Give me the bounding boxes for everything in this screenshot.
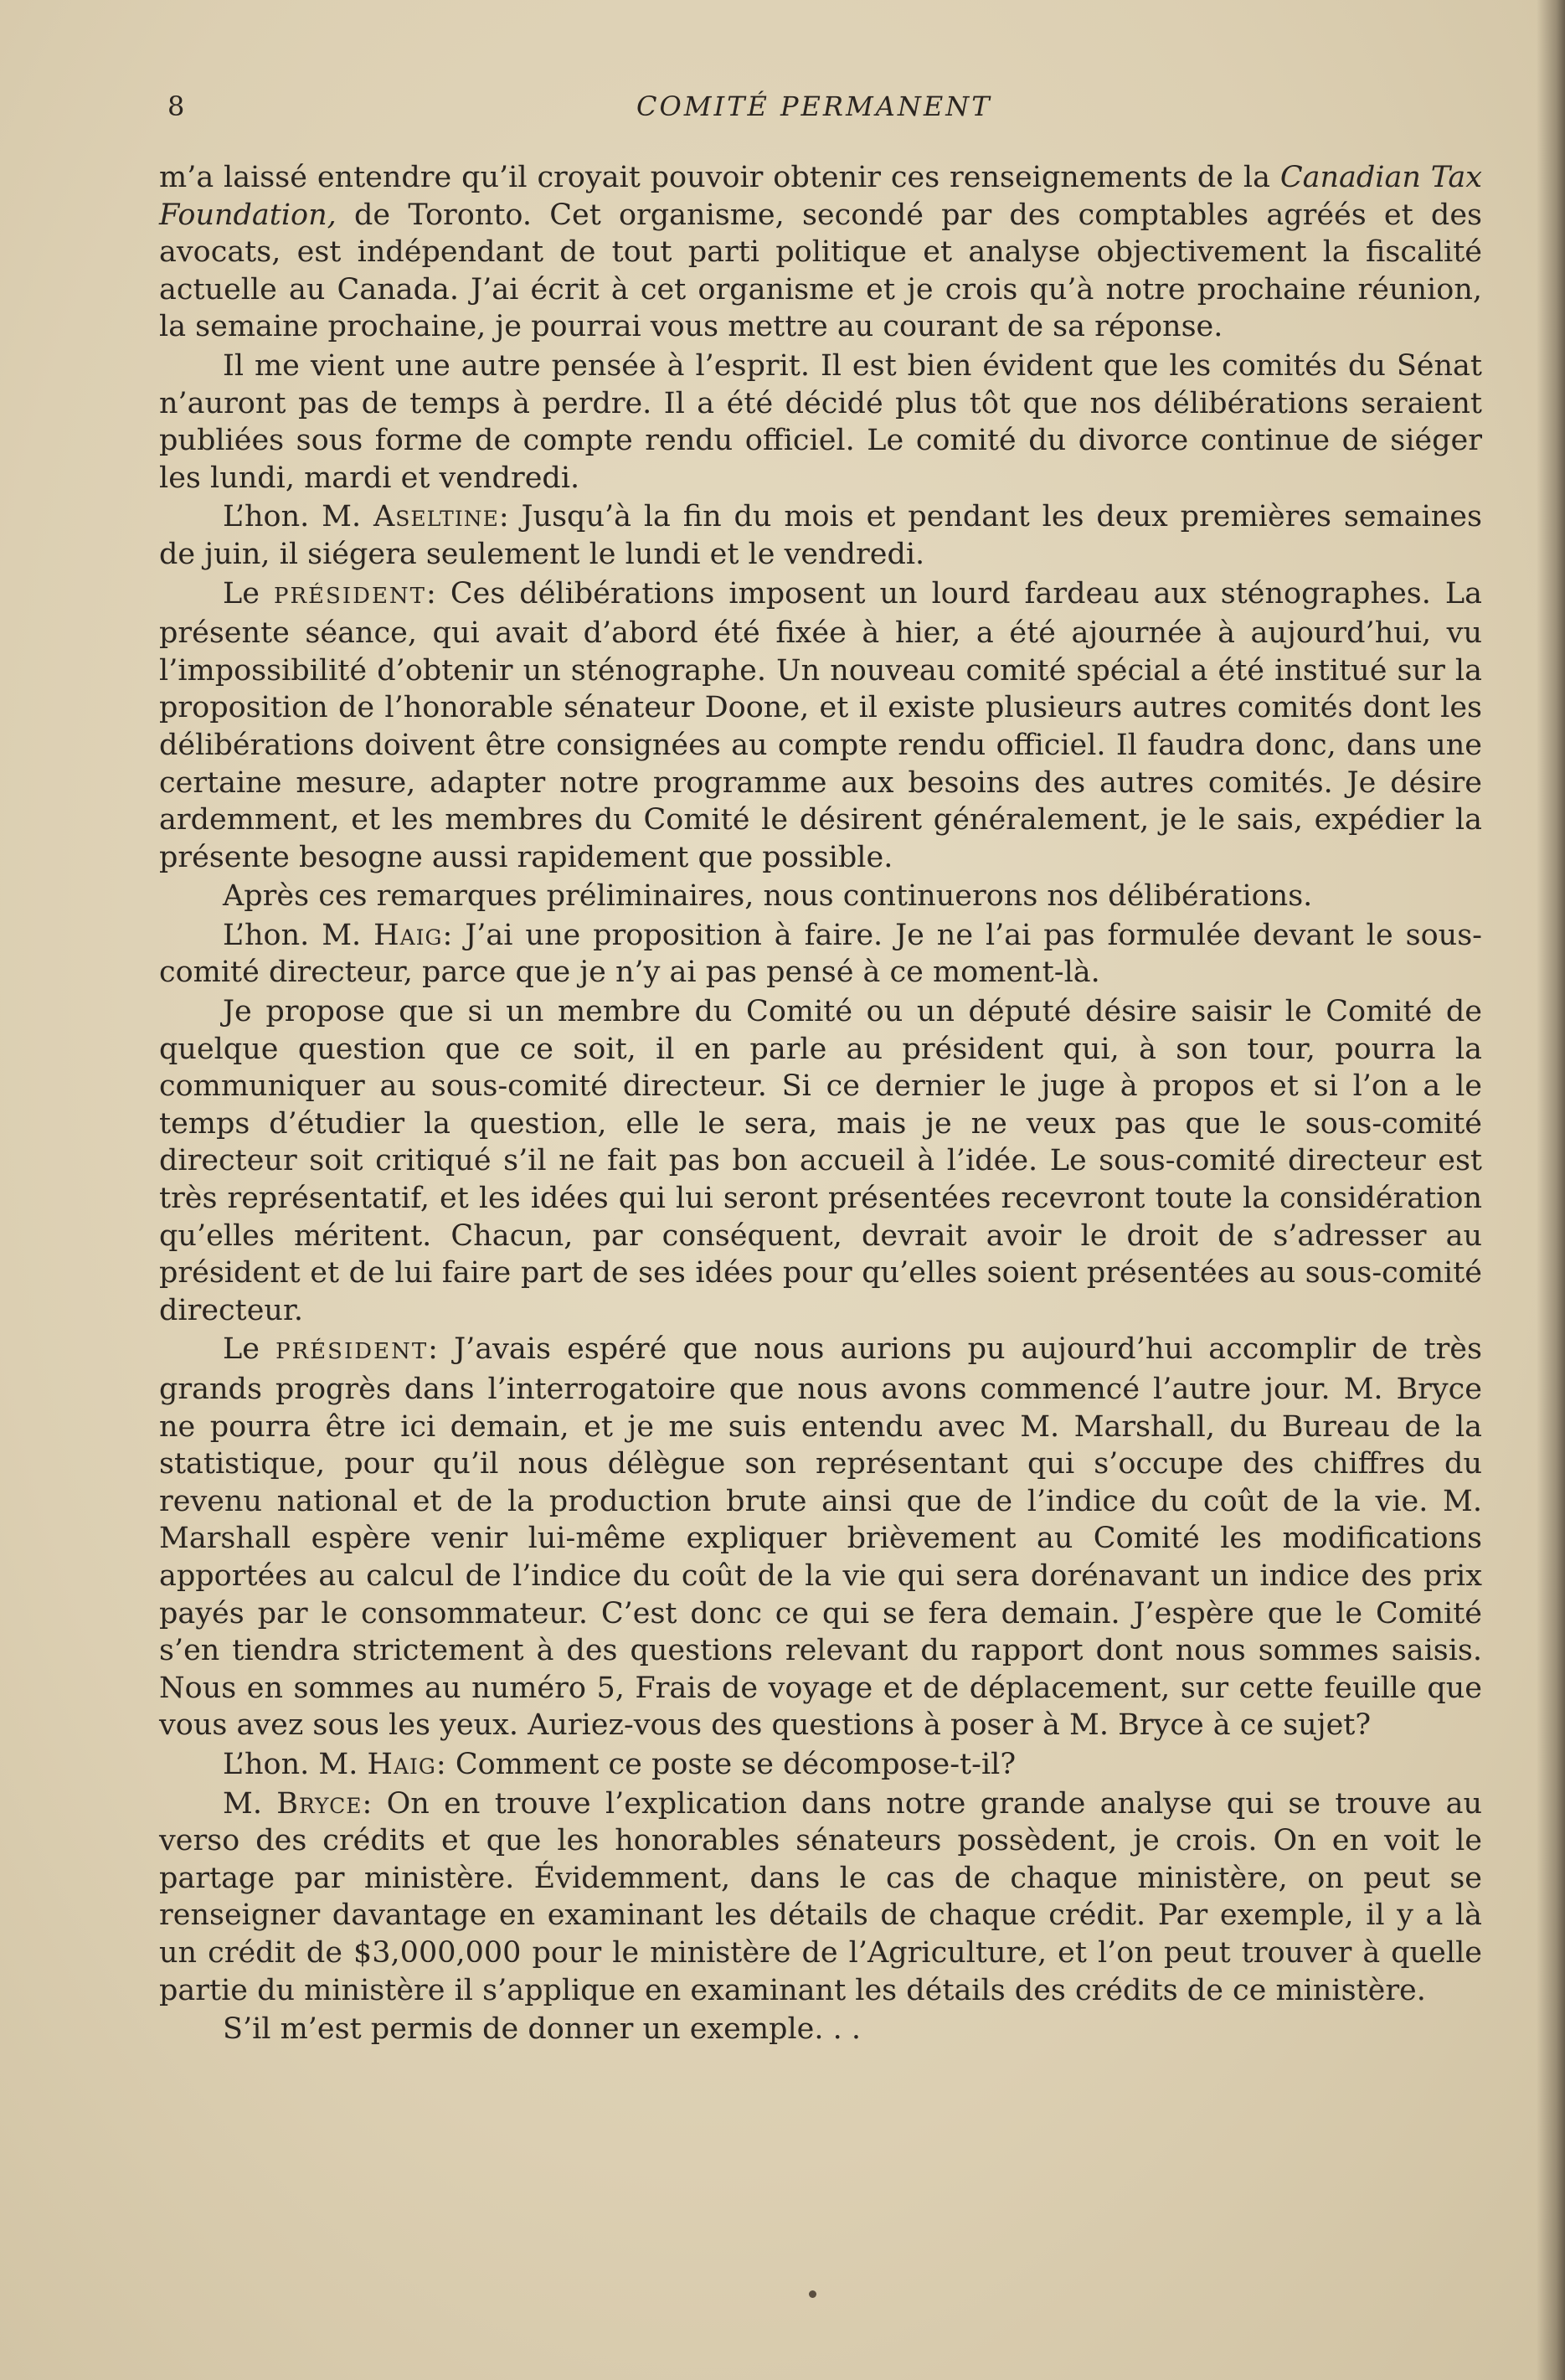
paragraph-8: Le PRÉSIDENT: J’avais espéré que nous aurions pu aujourd’hui accomplir de très grands progrès dans l’interrogatoire que nous avons commencé l’autre jour. M. Bryce ne pourra être ici demain, et je me suis entendu avec M. Marshall, du Bureau de la statistique, pour qu’il nous délègue son représentant qui s’occupe des chiffres du revenu national et de la production brute ainsi que de l’indice du coût de la vie. M. Marshall espère venir lui-même expliquer brièvement au Comité les modifications apportées au calcul de l’indice du coût de la vie qui sera dorénavant un indice des prix payés par le consommateur. C’est donc ce qui se fera demain. J’espère que le Comité s’en tiendra strictement à des questions relevant du rapport dont nous sommes saisis. Nous en sommes au numéro 5, Frais de voyage et de déplacement, sur cette feuille que vous avez sous les yeux. Auriez-vous des questions à poser à M. Bryce à ce sujet? — [159, 1332, 1482, 1743]
speaker-name: Haig — [367, 1747, 436, 1781]
paragraph-5: Après ces remarques préliminaires, nous continuerons nos délibérations. — [223, 879, 1313, 914]
paragraph-7: Je propose que si un membre du Comité ou un député désire saisir le Comité de quelque question que ce soit, il en parle au président qui, à son tour, pourra la communiquer au sous-comité directeur. Si ce dernier le juge à propos et si l’on a le temps d’étudier la question, elle le sera, mais je ne veux pas que le sous-comité directeur soit critiqué s’il ne fait pas bon accueil à l’idée. Le sous-comité directeur est très représentatif, et les idées qui lui seront présentées recevront toute la considération qu’elles méritent. Chacun, par conséquent, devrait avoir le droit de s’adresser au président et de lui faire part de ses idées pour qu’elles soient présentées au sous-comité directeur. — [159, 995, 1482, 1327]
speaker-name: Haig — [373, 918, 443, 952]
italic-organization-name: Canadian Tax Foundation, — [159, 161, 1482, 232]
paragraph-4: Le PRÉSIDENT: Ces délibérations imposent un lourd fardeau aux sténographes. La présente séance, qui avait d’abord été fixée à hier, a été ajournée à aujourd’hui, vu l’impossibilité d’obtenir un sténographe. Un nouveau comité spécial a été institué sur la proposition de l’honorable sénateur Doone, et il existe plusieurs autres comités dont les délibérations doivent être consignées au compte rendu officiel. Il faudra donc, dans une certaine mesure, adapter notre programme aux besoins des autres comités. Je désire ardemment, et les membres du Comité le désirent généralement, je le sais, expédier la présente besogne aussi rapidement que possible. — [159, 576, 1482, 874]
speaker-name: PRÉSIDENT — [275, 1339, 429, 1365]
ink-dot-mark — [809, 2290, 816, 2298]
paragraph-3: L’hon. M. Aseltine: Jusqu’à la fin du mois et pendant les deux premières semaines de juin, il siégera seulement le lundi et le vendredi. — [159, 500, 1482, 571]
page-edge-shadow — [1537, 0, 1565, 2380]
paragraph-11: S’il m’est permis de donner un exemple. . . — [223, 2012, 861, 2047]
paragraph-9: L’hon. M. Haig: Comment ce poste se décompose-t-il? — [223, 1747, 1017, 1781]
paragraph-1: m’a laissé entendre qu’il croyait pouvoir obtenir ces renseignements de la Canadian Tax Foundation, de Toronto. Cet organisme, secondé par des comptables agréés et des avocats, est indépendant de tout parti politique et analyse objectivement la fiscalité actuelle au Canada. J’ai écrit à cet organisme et je crois qu’à notre prochaine réunion, la semaine prochaine, je pourrai vous mettre au courant de sa réponse. — [159, 161, 1482, 344]
paragraph-6: L’hon. M. Haig: J’ai une proposition à faire. Je ne l’ai pas formulée devant le sous-comité directeur, parce que je n’y ai pas pensé à ce moment-là. — [159, 918, 1482, 990]
page-number: 8 — [167, 90, 186, 122]
speaker-name: PRÉSIDENT — [273, 583, 427, 609]
body-text — [159, 159, 1482, 2048]
speaker-name: Aseltine — [373, 500, 499, 534]
page-header — [167, 90, 1474, 127]
paragraph-2: Il me vient une autre pensée à l’esprit. Il est bien évident que les comités du Sénat n’auront pas de temps à perdre. Il a été décidé plus tôt que nos délibérations seraient publiées sous forme de compte rendu officiel. Le comité du divorce continue de siéger les lundi, mardi et vendredi. — [159, 348, 1482, 495]
paragraph-10: M. Bryce: On en trouve l’explication dans notre grande analyse qui se trouve au verso des crédits et que les honorables sénateurs possèdent, je crois. On en voit le partage par ministère. Évidemment, dans le cas de chaque ministère, on peut se renseigner davantage en examinant les détails de chaque crédit. Par exemple, il y a là un crédit de $3,000,000 pour le ministère de l’Agriculture, et l’on peut trouver à quelle partie du ministère il s’applique en examinant les détails des crédits de ce ministère. — [159, 1786, 1482, 2007]
speaker-name: Bryce — [276, 1786, 363, 1821]
running-head: COMITÉ PERMANENT — [636, 90, 992, 122]
